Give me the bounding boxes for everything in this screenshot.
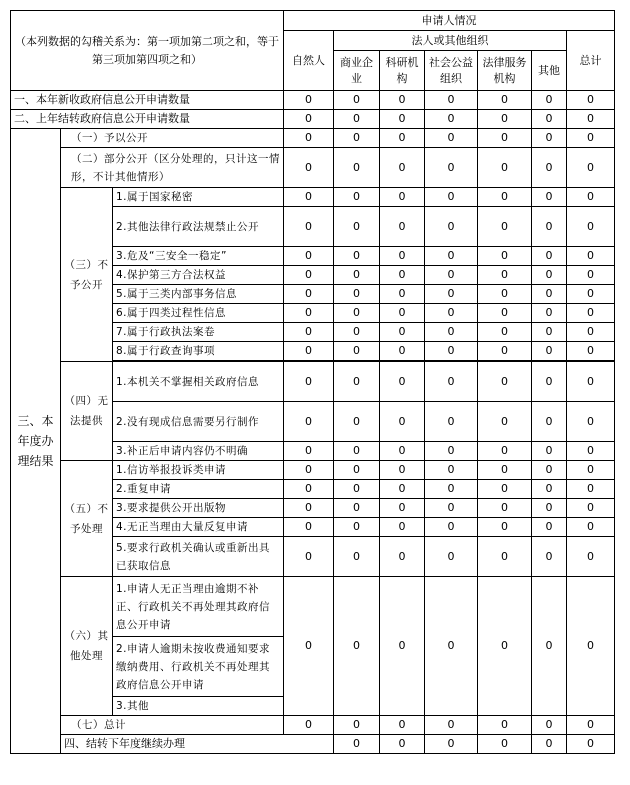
cell: 0 [532, 247, 567, 266]
cell: 0 [567, 188, 615, 207]
cell: 0 [334, 362, 380, 402]
cell: 0 [532, 285, 567, 304]
row-label: 1.本机关不掌握相关政府信息 [113, 362, 284, 402]
cell: 0 [567, 442, 615, 461]
table-row [11, 110, 615, 129]
cell: 0 [425, 577, 478, 716]
cell: 0 [532, 442, 567, 461]
cell: 0 [567, 247, 615, 266]
cell: 0 [380, 480, 425, 499]
cell: 0 [334, 537, 380, 577]
cell: 0 [567, 537, 615, 577]
cell: 0 [532, 362, 567, 402]
cell: 0 [532, 148, 567, 188]
cell: 0 [380, 518, 425, 537]
cell: 0 [532, 304, 567, 323]
cell: 0 [334, 480, 380, 499]
cell: 0 [380, 735, 425, 754]
row-label: 2.申请人逾期未按收费通知要求缴纳费用、行政机关不再处理其政府信息公开申请 [113, 637, 284, 697]
cell: 0 [334, 304, 380, 323]
cell: 0 [380, 129, 425, 148]
row-label: 6.属于四类过程性信息 [113, 304, 284, 323]
cell: 0 [478, 442, 532, 461]
table-row [11, 91, 615, 110]
table-row [11, 148, 615, 188]
row-label: 8.属于行政查询事项 [113, 342, 284, 361]
cell: 0 [532, 499, 567, 518]
cell: 0 [567, 110, 615, 129]
cell: 0 [425, 342, 478, 361]
row-label: 二、上年结转政府信息公开申请数量 [11, 110, 284, 129]
cell: 0 [380, 716, 425, 735]
cell: 0 [478, 323, 532, 342]
cell: 0 [478, 266, 532, 285]
cell: 0 [334, 188, 380, 207]
cell: 0 [567, 735, 615, 754]
cell: 0 [567, 518, 615, 537]
cell: 0 [284, 480, 334, 499]
row-label: （一）予以公开 [61, 129, 284, 148]
row-label: 一、本年新收政府信息公开申请数量 [11, 91, 284, 110]
cell: 0 [532, 323, 567, 342]
header-social: 社会公益组织 [425, 51, 478, 91]
cell: 0 [478, 716, 532, 735]
header-legal-service: 法律服务机构 [478, 51, 532, 91]
cell: 0 [284, 188, 334, 207]
cell: 0 [334, 442, 380, 461]
cell: 0 [380, 442, 425, 461]
group-label: （六）其他处理 [61, 577, 113, 716]
table-row [11, 362, 615, 402]
cell: 0 [284, 518, 334, 537]
section-3-label: 三、本年度办理结果 [11, 129, 61, 754]
cell: 0 [425, 285, 478, 304]
cell: 0 [380, 207, 425, 247]
row-label: 1.信访举报投诉类申请 [113, 461, 284, 480]
cell: 0 [425, 518, 478, 537]
cell: 0 [478, 342, 532, 361]
cell: 0 [380, 247, 425, 266]
cell: 0 [567, 148, 615, 188]
cell: 0 [284, 247, 334, 266]
cell: 0 [334, 735, 380, 754]
cell: 0 [284, 499, 334, 518]
cell: 0 [334, 110, 380, 129]
cell: 0 [425, 304, 478, 323]
row-label: 2.重复申请 [113, 480, 284, 499]
cell: 0 [478, 285, 532, 304]
cell: 0 [478, 480, 532, 499]
cell: 0 [425, 499, 478, 518]
cell: 0 [380, 402, 425, 442]
cell: 0 [284, 207, 334, 247]
cell: 0 [567, 285, 615, 304]
cell: 0 [425, 91, 478, 110]
cell: 0 [532, 342, 567, 361]
cell: 0 [478, 735, 532, 754]
table-row [11, 188, 615, 207]
cell: 0 [334, 342, 380, 361]
cell: 0 [334, 285, 380, 304]
cell: 0 [334, 91, 380, 110]
header-applicant-info: 申请人情况 [284, 11, 615, 31]
cell: 0 [334, 402, 380, 442]
row-label: 5.要求行政机关确认或重新出具已获取信息 [113, 537, 284, 577]
cell: 0 [380, 537, 425, 577]
cell: 0 [478, 362, 532, 402]
cell: 0 [478, 518, 532, 537]
cell: 0 [425, 247, 478, 266]
row-label: 3.补正后申请内容仍不明确 [113, 442, 284, 461]
cell: 0 [567, 577, 615, 716]
cell: 0 [334, 148, 380, 188]
cell: 0 [478, 247, 532, 266]
cell: 0 [532, 716, 567, 735]
cell: 0 [532, 577, 567, 716]
cell: 0 [425, 266, 478, 285]
cell: 0 [380, 362, 425, 402]
cell: 0 [380, 110, 425, 129]
cell: 0 [567, 461, 615, 480]
cell: 0 [425, 129, 478, 148]
cell: 0 [425, 716, 478, 735]
cell: 0 [425, 362, 478, 402]
cell: 0 [380, 577, 425, 716]
cell: 0 [380, 91, 425, 110]
row-label: 1.申请人无正当理由逾期不补正、行政机关不再处理其政府信息公开申请 [113, 577, 284, 637]
cell: 0 [284, 285, 334, 304]
cell: 0 [532, 537, 567, 577]
cell: 0 [284, 91, 334, 110]
header-legal-group: 法人或其他组织 [334, 31, 567, 51]
cell: 0 [284, 577, 334, 716]
cell: 0 [532, 91, 567, 110]
cell: 0 [425, 110, 478, 129]
cell: 0 [334, 577, 380, 716]
row-label: 四、结转下年度继续办理 [61, 735, 334, 754]
cell: 0 [334, 247, 380, 266]
cell: 0 [284, 442, 334, 461]
cell: 0 [334, 266, 380, 285]
cell: 0 [567, 129, 615, 148]
header-total: 总计 [567, 31, 615, 91]
header-note: （本列数据的勾稽关系为：第一项加第二项之和，等于第三项加第四项之和） [11, 11, 284, 91]
row-label: 3.危及“三安全一稳定” [113, 247, 284, 266]
cell: 0 [478, 110, 532, 129]
cell: 0 [478, 129, 532, 148]
header-commercial: 商业企业 [334, 51, 380, 91]
cell: 0 [425, 323, 478, 342]
row-label: 1.属于国家秘密 [113, 188, 284, 207]
cell: 0 [532, 188, 567, 207]
cell: 0 [284, 129, 334, 148]
table-row [11, 129, 615, 148]
cell: 0 [334, 716, 380, 735]
cell: 0 [425, 735, 478, 754]
cell: 0 [532, 402, 567, 442]
cell: 0 [478, 461, 532, 480]
disclosure-table [10, 10, 615, 754]
cell: 0 [334, 518, 380, 537]
cell: 0 [425, 480, 478, 499]
cell: 0 [284, 362, 334, 402]
cell: 0 [532, 110, 567, 129]
cell: 0 [478, 207, 532, 247]
cell: 0 [478, 499, 532, 518]
cell: 0 [284, 266, 334, 285]
cell: 0 [284, 716, 334, 735]
cell: 0 [532, 461, 567, 480]
cell: 0 [532, 266, 567, 285]
cell: 0 [425, 442, 478, 461]
cell: 0 [478, 537, 532, 577]
cell: 0 [567, 207, 615, 247]
cell: 0 [284, 148, 334, 188]
cell: 0 [532, 480, 567, 499]
row-label: 7.属于行政执法案卷 [113, 323, 284, 342]
cell: 0 [380, 285, 425, 304]
cell: 0 [380, 461, 425, 480]
cell: 0 [425, 402, 478, 442]
cell: 0 [567, 266, 615, 285]
row-label: （七）总计 [61, 716, 284, 735]
cell: 0 [425, 461, 478, 480]
cell: 0 [284, 323, 334, 342]
cell: 0 [380, 266, 425, 285]
cell: 0 [478, 148, 532, 188]
cell: 0 [284, 110, 334, 129]
group-label: （三）不予公开 [61, 188, 113, 362]
cell: 0 [380, 499, 425, 518]
cell: 0 [284, 537, 334, 577]
header-other: 其他 [532, 51, 567, 91]
cell: 0 [567, 480, 615, 499]
cell: 0 [478, 304, 532, 323]
header-research: 科研机构 [380, 51, 425, 91]
cell: 0 [567, 342, 615, 361]
cell: 0 [567, 304, 615, 323]
cell: 0 [567, 91, 615, 110]
row-label: 3.要求提供公开出版物 [113, 499, 284, 518]
table-row [11, 735, 615, 754]
cell: 0 [567, 499, 615, 518]
cell: 0 [532, 518, 567, 537]
group-label: （五）不予处理 [61, 461, 113, 577]
group-label: （四）无法提供 [61, 362, 113, 461]
cell: 0 [380, 188, 425, 207]
cell: 0 [478, 577, 532, 716]
cell: 0 [334, 207, 380, 247]
cell: 0 [567, 716, 615, 735]
cell: 0 [334, 129, 380, 148]
cell: 0 [567, 362, 615, 402]
cell: 0 [567, 323, 615, 342]
cell: 0 [334, 499, 380, 518]
cell: 0 [425, 188, 478, 207]
row-label: 2.没有现成信息需要另行制作 [113, 402, 284, 442]
table-row [11, 716, 615, 735]
row-label: （二）部分公开（区分处理的，只计这一情形，不计其他情形） [61, 148, 284, 188]
cell: 0 [380, 304, 425, 323]
cell: 0 [380, 148, 425, 188]
cell: 0 [380, 342, 425, 361]
cell: 0 [478, 402, 532, 442]
cell: 0 [425, 207, 478, 247]
cell: 0 [532, 129, 567, 148]
cell: 0 [478, 188, 532, 207]
cell: 0 [334, 461, 380, 480]
cell: 0 [567, 402, 615, 442]
cell: 0 [532, 735, 567, 754]
row-label: 4.保护第三方合法权益 [113, 266, 284, 285]
cell: 0 [284, 342, 334, 361]
row-label: 4.无正当理由大量反复申请 [113, 518, 284, 537]
table-row [11, 577, 615, 637]
cell: 0 [478, 91, 532, 110]
cell: 0 [284, 461, 334, 480]
row-label: 2.其他法律行政法规禁止公开 [113, 207, 284, 247]
cell: 0 [425, 148, 478, 188]
cell: 0 [284, 304, 334, 323]
cell: 0 [334, 323, 380, 342]
header-natural-person: 自然人 [284, 31, 334, 91]
table-row [11, 461, 615, 480]
cell: 0 [425, 537, 478, 577]
cell: 0 [284, 402, 334, 442]
row-label: 5.属于三类内部事务信息 [113, 285, 284, 304]
cell: 0 [532, 207, 567, 247]
cell: 0 [380, 323, 425, 342]
row-label: 3.其他 [113, 697, 284, 716]
